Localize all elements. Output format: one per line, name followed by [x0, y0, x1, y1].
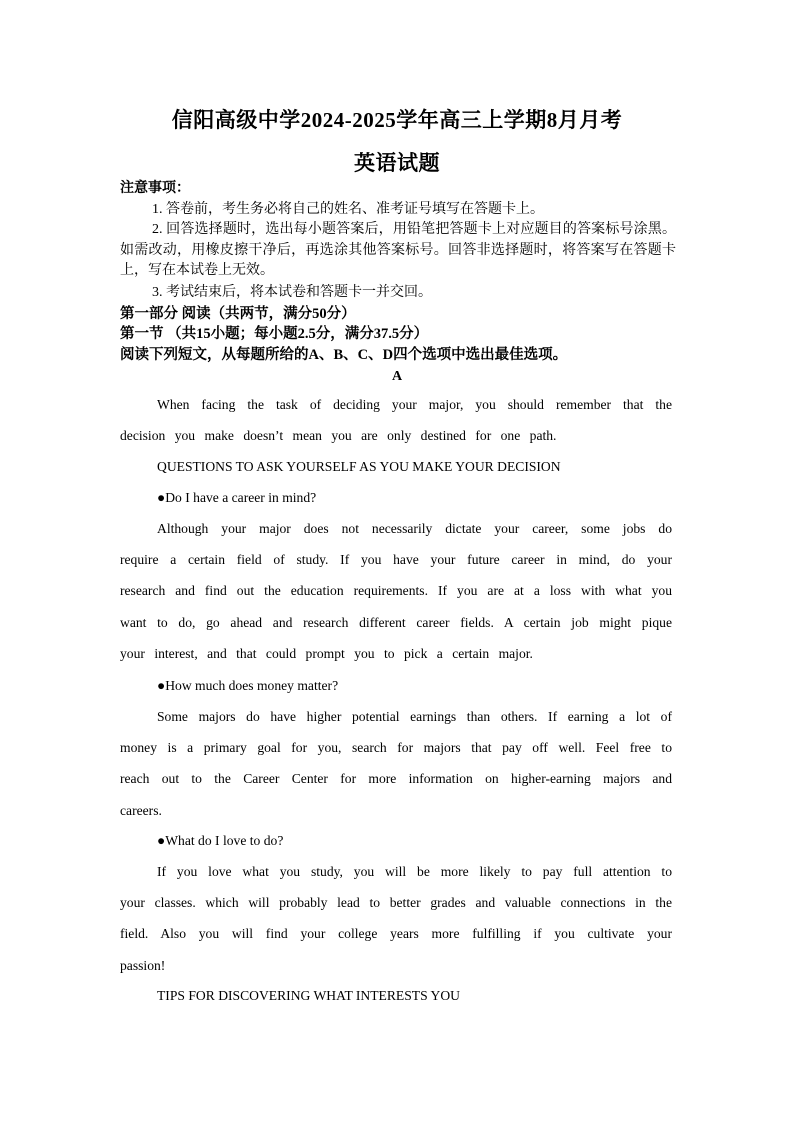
question-2-paragraph: Some majors do have higher potential earnings than others. If earning a lot of money is a primary goal for you, search for majors that pay off well. Feel free to reach out to the Career Center for more information on higher-earning majors and careers. [120, 709, 672, 818]
page-subtitle: 英语试题 [354, 151, 440, 175]
notice-item-1: 1. 答卷前，考生务必将自己的姓名、准考证号填写在答题卡上。 [152, 202, 544, 217]
question-2: ●How much does money matter? [157, 678, 339, 693]
part-one-heading: 第一部分 阅读（共两节，满分50分） [120, 306, 356, 322]
passage-intro: When facing the task of deciding your major, you should remember that the decision you make doesn’t mean you are only destined for one path. [120, 397, 672, 444]
passage-label: A [391, 369, 403, 384]
question-1-paragraph: Although your major does not necessarily dictate your career, some jobs do require a certain field of study. If you have your future career in mind, do your research and find out the education requirements. If you are at a loss with what you want to do, go ahead and research different career fields. A certain job might pique your interest, and that could prompt you to pick a certain major. [120, 521, 672, 661]
notice-heading: 注意事项： [120, 181, 190, 196]
page-title: 信阳高级中学2024-2025学年高三上学期8月月考 [171, 108, 623, 132]
section-one-heading: 第一节 （共15小题；每小题2.5分，满分37.5分） [120, 326, 429, 342]
passage-section-heading: QUESTIONS TO ASK YOURSELF AS YOU MAKE YOUR DECISION [157, 459, 561, 474]
notice-item-3: 3. 考试结束后，将本试卷和答题卡一并交回。 [152, 285, 432, 300]
question-3: ●What do I love to do? [157, 833, 284, 848]
question-3-paragraph: If you love what you study, you will be more likely to pay full attention to your classes. which will probably lead to better grades and valuable connections in the field. Also you will find your college years more fulfilling if you cultivate your passion! [120, 864, 672, 973]
reading-instruction: 阅读下列短文，从每题所给的A、B、C、D四个选项中选出最佳选项。 [120, 347, 568, 363]
question-1: ●Do I have a career in mind? [157, 490, 317, 505]
tips-heading: TIPS FOR DISCOVERING WHAT INTERESTS YOU [157, 988, 460, 1003]
notice-item-2: 2. 回答选择题时，选出每小题答案后，用铅笔把答题卡上对应题目的答案标号涂黑。如需改动，用橡皮擦干净后，再选涂其他答案标号。回答非选择题时，将答案写在答题卡上，写在本试卷上无效。 [120, 222, 676, 278]
